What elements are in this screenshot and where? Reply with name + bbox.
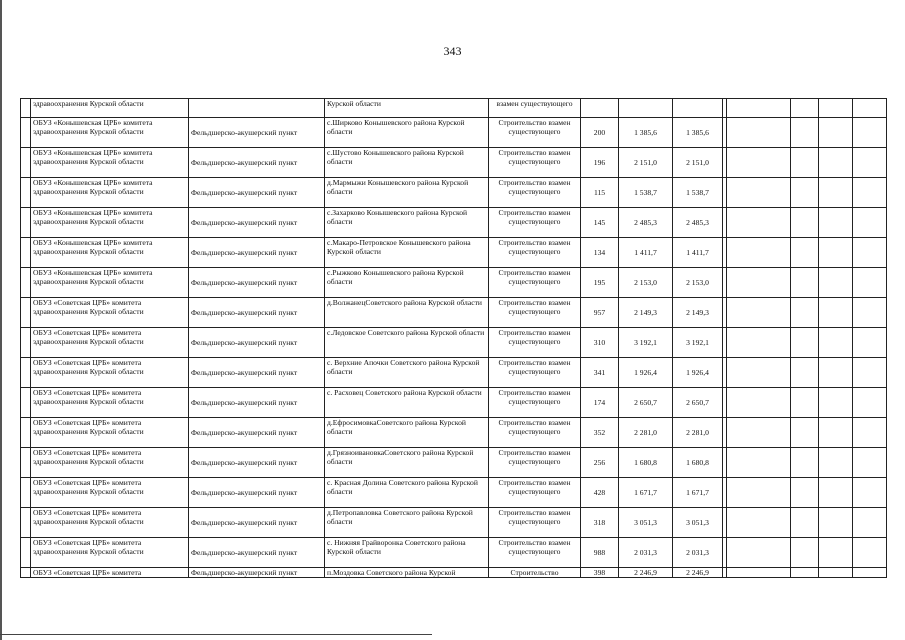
- row-marker: [21, 178, 31, 208]
- row-marker: [21, 99, 31, 118]
- facility-type-cell: Фельдшерско-акушерский пункт: [189, 568, 325, 578]
- row-marker: [21, 268, 31, 298]
- capacity-cell: 134: [581, 238, 619, 268]
- empty-cell: [727, 328, 791, 358]
- address-cell: д.ЕфросимовкаСоветского района Курской области: [325, 418, 489, 448]
- table-row-partial: [21, 568, 887, 578]
- row-marker: [21, 328, 31, 358]
- table-row: [21, 328, 887, 358]
- empty-cell: [819, 238, 853, 268]
- org-name-line: ОБУЗ «Советская ЦРБ» комитета: [33, 328, 142, 337]
- org-name-line: ОБУЗ «Конышевская ЦРБ» комитета: [33, 208, 153, 217]
- total-cost-cell: 3 051,3: [619, 508, 673, 538]
- org-cell: [31, 478, 189, 508]
- empty-cell: [853, 148, 887, 178]
- work-type-cell: Строительство взамен существующего: [489, 328, 581, 358]
- page-number: 343: [443, 44, 462, 58]
- row-marker: [21, 478, 31, 508]
- address-cell: с.Ледовское Советского района Курской области: [325, 328, 489, 358]
- org-cell: [31, 118, 189, 148]
- empty-cell: [727, 388, 791, 418]
- work-type-cell: Строительство взамен существующего: [489, 448, 581, 478]
- empty-cell: [819, 118, 853, 148]
- empty-cell: [791, 418, 819, 448]
- empty-cell: [819, 298, 853, 328]
- amount-cell: 1 538,7: [673, 178, 723, 208]
- org-name-line: ОБУЗ «Конышевская ЦРБ» комитета: [33, 178, 153, 187]
- org-name-line: здравоохранения Курской области: [33, 517, 144, 526]
- capacity-cell: 341: [581, 358, 619, 388]
- capacity-cell: 957: [581, 298, 619, 328]
- org-name-line: здравоохранения Курской области: [33, 397, 144, 406]
- table-row: [21, 508, 887, 538]
- amount-cell: 2 281,0: [673, 418, 723, 448]
- facility-type-cell: Фельдшерско-акушерский пункт: [189, 328, 325, 358]
- empty-cell: [819, 478, 853, 508]
- facility-type-cell: Фельдшерско-акушерский пункт: [189, 208, 325, 238]
- amount-cell: 1 411,7: [673, 238, 723, 268]
- org-name-line: здравоохранения Курской области: [33, 487, 144, 496]
- empty-cell: [791, 508, 819, 538]
- facility-type-cell: Фельдшерско-акушерский пункт: [189, 508, 325, 538]
- work-type-cell: Строительство взамен существующего: [489, 418, 581, 448]
- total-cost-cell: 2 650,7: [619, 388, 673, 418]
- org-cell: [31, 268, 189, 298]
- empty-cell: [791, 328, 819, 358]
- empty-cell: [853, 178, 887, 208]
- facility-type-cell: Фельдшерско-акушерский пункт: [189, 388, 325, 418]
- empty-cell: [727, 118, 791, 148]
- facility-type-cell: Фельдшерско-акушерский пункт: [189, 358, 325, 388]
- empty-cell: [853, 118, 887, 148]
- total-cost-cell: [619, 99, 673, 118]
- amount-cell: 1 926,4: [673, 358, 723, 388]
- facility-type-cell: Фельдшерско-акушерский пункт: [189, 418, 325, 448]
- total-cost-cell: 1 385,6: [619, 118, 673, 148]
- table-row: [21, 358, 887, 388]
- empty-cell: [791, 148, 819, 178]
- empty-cell: [819, 418, 853, 448]
- total-cost-cell: 2 281,0: [619, 418, 673, 448]
- empty-cell: [727, 99, 791, 118]
- empty-cell: [819, 99, 853, 118]
- amount-cell: 1 385,6: [673, 118, 723, 148]
- empty-cell: [853, 99, 887, 118]
- row-marker: [21, 238, 31, 268]
- work-type-cell: Строительство взамен существующего: [489, 298, 581, 328]
- row-marker: [21, 298, 31, 328]
- amount-cell: 2 151,0: [673, 148, 723, 178]
- row-marker: [21, 358, 31, 388]
- address-cell: с. Верхние Апочки Советского района Курской области: [325, 358, 489, 388]
- capacity-cell: 352: [581, 418, 619, 448]
- empty-cell: [791, 99, 819, 118]
- org-name-line: ОБУЗ «Конышевская ЦРБ» комитета: [33, 238, 153, 247]
- empty-cell: [791, 538, 819, 568]
- empty-cell: [853, 328, 887, 358]
- total-cost-cell: 2 153,0: [619, 268, 673, 298]
- address-cell: с. Красная Долина Советского района Курской области: [325, 478, 489, 508]
- empty-cell: [819, 358, 853, 388]
- empty-cell: [727, 508, 791, 538]
- org-cell: [31, 178, 189, 208]
- org-cell: [31, 358, 189, 388]
- capacity-cell: 145: [581, 208, 619, 238]
- empty-cell: [853, 268, 887, 298]
- table-row: [21, 538, 887, 568]
- address-cell: с.Макаро-Петровское Конышевского района Курской области: [325, 238, 489, 268]
- empty-cell: [853, 508, 887, 538]
- facility-type-cell: Фельдшерско-акушерский пункт: [189, 538, 325, 568]
- empty-cell: [727, 478, 791, 508]
- org-name-line: здравоохранения Курской области: [33, 337, 144, 346]
- org-cell: [31, 508, 189, 538]
- empty-cell: [853, 208, 887, 238]
- address-cell: д.Петропавловка Советского района Курской области: [325, 508, 489, 538]
- empty-cell: [853, 358, 887, 388]
- row-marker: [21, 388, 31, 418]
- org-name-line: ОБУЗ «Советская ЦРБ» комитета: [33, 298, 142, 307]
- work-type-cell: Строительство взамен существующего: [489, 178, 581, 208]
- empty-cell: [819, 508, 853, 538]
- amount-cell: 1 680,8: [673, 448, 723, 478]
- work-type-cell: Строительство взамен существующего: [489, 208, 581, 238]
- empty-cell: [791, 568, 819, 578]
- row-marker: [21, 208, 31, 238]
- table-row: [21, 478, 887, 508]
- amount-cell: 2 485,3: [673, 208, 723, 238]
- work-type-cell: Строительство взамен существующего: [489, 268, 581, 298]
- total-cost-cell: 2 246,9: [619, 568, 673, 578]
- facility-type-cell: Фельдшерско-акушерский пункт: [189, 238, 325, 268]
- org-cell: [31, 328, 189, 358]
- facility-type-cell: Фельдшерско-акушерский пункт: [189, 178, 325, 208]
- capacity-cell: [581, 99, 619, 118]
- org-name-line: здравоохранения Курской области: [33, 427, 144, 436]
- amount-cell: 3 051,3: [673, 508, 723, 538]
- org-name-line: ОБУЗ «Конышевская ЦРБ» комитета: [33, 148, 153, 157]
- table-row: [21, 388, 887, 418]
- facility-type-cell: Фельдшерско-акушерский пункт: [189, 478, 325, 508]
- org-name-line: ОБУЗ «Советская ЦРБ» комитета: [33, 508, 142, 517]
- empty-cell: [819, 388, 853, 418]
- row-marker: [21, 118, 31, 148]
- empty-cell: [853, 568, 887, 578]
- address-cell: с.Рыжково Конышевского района Курской области: [325, 268, 489, 298]
- empty-cell: [819, 208, 853, 238]
- total-cost-cell: 2 485,3: [619, 208, 673, 238]
- org-cell: [31, 238, 189, 268]
- work-type-cell: Строительство взамен существующего: [489, 148, 581, 178]
- total-cost-cell: 3 192,1: [619, 328, 673, 358]
- org-name-line: ОБУЗ «Конышевская ЦРБ» комитета: [33, 268, 153, 277]
- address-cell: п.Моздовка Советского района Курской: [325, 568, 489, 578]
- amount-cell: [673, 99, 723, 118]
- org-name-line: здравоохранения Курской области: [33, 307, 144, 316]
- address-cell: д.Мармыжи Конышевского района Курской области: [325, 178, 489, 208]
- bottom-rule: [0, 634, 432, 635]
- total-cost-cell: 2 151,0: [619, 148, 673, 178]
- empty-cell: [727, 448, 791, 478]
- work-type-cell: Строительство взамен существующего: [489, 538, 581, 568]
- org-name-line: здравоохранения Курской области: [33, 127, 144, 136]
- empty-cell: [727, 178, 791, 208]
- empty-cell: [791, 448, 819, 478]
- table-row: [21, 268, 887, 298]
- empty-cell: [727, 298, 791, 328]
- amount-cell: 3 192,1: [673, 328, 723, 358]
- org-name-line: ОБУЗ «Советская ЦРБ» комитета: [33, 418, 142, 427]
- org-name-line: здравоохранения Курской области: [33, 547, 144, 556]
- empty-cell: [853, 448, 887, 478]
- empty-cell: [853, 478, 887, 508]
- empty-cell: [791, 268, 819, 298]
- work-type-cell: Строительство взамен существующего: [489, 358, 581, 388]
- scan-left-edge: [0, 0, 2, 640]
- org-cell: [31, 208, 189, 238]
- total-cost-cell: 2 031,3: [619, 538, 673, 568]
- amount-cell: 2 246,9: [673, 568, 723, 578]
- empty-cell: [791, 478, 819, 508]
- work-type-cell: взамен существующего: [489, 99, 581, 118]
- empty-cell: [727, 358, 791, 388]
- empty-cell: [791, 298, 819, 328]
- empty-cell: [727, 538, 791, 568]
- address-cell: д.ГрязноивановкаСоветского района Курской области: [325, 448, 489, 478]
- address-cell: с.Ширково Конышевского района Курской области: [325, 118, 489, 148]
- table-row: [21, 238, 887, 268]
- empty-cell: [791, 178, 819, 208]
- total-cost-cell: 1 926,4: [619, 358, 673, 388]
- amount-cell: 2 149,3: [673, 298, 723, 328]
- org-name-line: ОБУЗ «Советская ЦРБ» комитета: [33, 478, 142, 487]
- org-name-line: ОБУЗ «Конышевская ЦРБ» комитета: [33, 118, 153, 127]
- empty-cell: [791, 238, 819, 268]
- total-cost-cell: 1 671,7: [619, 478, 673, 508]
- org-name-line: здравоохранения Курской области: [33, 457, 144, 466]
- work-type-cell: Строительство взамен существующего: [489, 238, 581, 268]
- empty-cell: [853, 298, 887, 328]
- capacity-cell: 318: [581, 508, 619, 538]
- facility-type-cell: Фельдшерско-акушерский пункт: [189, 118, 325, 148]
- row-marker: [21, 418, 31, 448]
- table-row: [21, 178, 887, 208]
- org-name-line: здравоохранения Курской области: [33, 187, 144, 196]
- empty-cell: [819, 328, 853, 358]
- facility-type-cell: [189, 99, 325, 118]
- empty-cell: [727, 568, 791, 578]
- work-type-cell: Строительство взамен существующего: [489, 508, 581, 538]
- table-row: [21, 148, 887, 178]
- empty-cell: [819, 568, 853, 578]
- empty-cell: [819, 448, 853, 478]
- empty-cell: [727, 148, 791, 178]
- org-name-line: ОБУЗ «Советская ЦРБ» комитета: [33, 388, 142, 397]
- empty-cell: [853, 388, 887, 418]
- address-cell: с.Шустово Конышевского района Курской области: [325, 148, 489, 178]
- amount-cell: 1 671,7: [673, 478, 723, 508]
- org-name-line: здравоохранения Курской области: [33, 277, 144, 286]
- facility-type-cell: Фельдшерско-акушерский пункт: [189, 298, 325, 328]
- address-cell: д.ВолжанецСоветского района Курской области: [325, 298, 489, 328]
- empty-cell: [853, 238, 887, 268]
- work-type-cell: Строительство взамен существующего: [489, 478, 581, 508]
- org-cell: здравоохранения Курской области: [31, 99, 189, 118]
- empty-cell: [727, 268, 791, 298]
- work-type-cell: Строительство: [489, 568, 581, 578]
- capacity-cell: 115: [581, 178, 619, 208]
- empty-cell: [853, 418, 887, 448]
- empty-cell: [791, 388, 819, 418]
- empty-cell: [819, 268, 853, 298]
- row-marker: [21, 448, 31, 478]
- capacity-cell: 310: [581, 328, 619, 358]
- facility-type-cell: Фельдшерско-акушерский пункт: [189, 148, 325, 178]
- empty-cell: [853, 538, 887, 568]
- capacity-cell: 428: [581, 478, 619, 508]
- address-cell: Курской области: [325, 99, 489, 118]
- org-cell: [31, 298, 189, 328]
- capacity-cell: 196: [581, 148, 619, 178]
- total-cost-cell: 1 680,8: [619, 448, 673, 478]
- row-marker: [21, 508, 31, 538]
- org-cell: [31, 418, 189, 448]
- capacity-cell: 398: [581, 568, 619, 578]
- amount-cell: 2 650,7: [673, 388, 723, 418]
- empty-cell: [791, 208, 819, 238]
- table-row: [21, 208, 887, 238]
- org-name-line: ОБУЗ «Советская ЦРБ» комитета: [33, 448, 142, 457]
- table-row: [21, 448, 887, 478]
- work-type-cell: Строительство взамен существующего: [489, 118, 581, 148]
- capacity-cell: 256: [581, 448, 619, 478]
- capacity-cell: 200: [581, 118, 619, 148]
- empty-cell: [791, 358, 819, 388]
- empty-cell: [819, 178, 853, 208]
- row-marker: [21, 568, 31, 578]
- total-cost-cell: 1 411,7: [619, 238, 673, 268]
- org-cell: [31, 538, 189, 568]
- org-cell: [31, 388, 189, 418]
- org-name-line: здравоохранения Курской области: [33, 367, 144, 376]
- capacity-cell: 988: [581, 538, 619, 568]
- table-row-continued: [21, 99, 887, 118]
- org-cell: [31, 448, 189, 478]
- table-row: [21, 298, 887, 328]
- org-name-line: здравоохранения Курской области: [33, 217, 144, 226]
- facility-type-cell: Фельдшерско-акушерский пункт: [189, 448, 325, 478]
- amount-cell: 2 153,0: [673, 268, 723, 298]
- facilities-table: [20, 98, 887, 578]
- total-cost-cell: 1 538,7: [619, 178, 673, 208]
- org-name-line: ОБУЗ «Советская ЦРБ» комитета: [33, 538, 142, 547]
- org-cell: [31, 148, 189, 178]
- work-type-cell: Строительство взамен существующего: [489, 388, 581, 418]
- table-row: [21, 118, 887, 148]
- empty-cell: [727, 238, 791, 268]
- capacity-cell: 174: [581, 388, 619, 418]
- address-cell: с. Нижняя Грайворонка Советского района Курской области: [325, 538, 489, 568]
- row-marker: [21, 148, 31, 178]
- empty-cell: [819, 538, 853, 568]
- org-name-line: здравоохранения Курской области: [33, 157, 144, 166]
- org-name-line: здравоохранения Курской области: [33, 247, 144, 256]
- org-name-line: ОБУЗ «Советская ЦРБ» комитета: [33, 358, 142, 367]
- amount-cell: 2 031,3: [673, 538, 723, 568]
- row-marker: [21, 538, 31, 568]
- capacity-cell: 195: [581, 268, 619, 298]
- empty-cell: [791, 118, 819, 148]
- empty-cell: [727, 208, 791, 238]
- table-row: [21, 418, 887, 448]
- org-cell: ОБУЗ «Советская ЦРБ» комитета: [31, 568, 189, 578]
- facility-type-cell: Фельдшерско-акушерский пункт: [189, 268, 325, 298]
- empty-cell: [727, 418, 791, 448]
- address-cell: с. Расховец Советского района Курской области: [325, 388, 489, 418]
- address-cell: с.Захарково Конышевского района Курской области: [325, 208, 489, 238]
- empty-cell: [819, 148, 853, 178]
- total-cost-cell: 2 149,3: [619, 298, 673, 328]
